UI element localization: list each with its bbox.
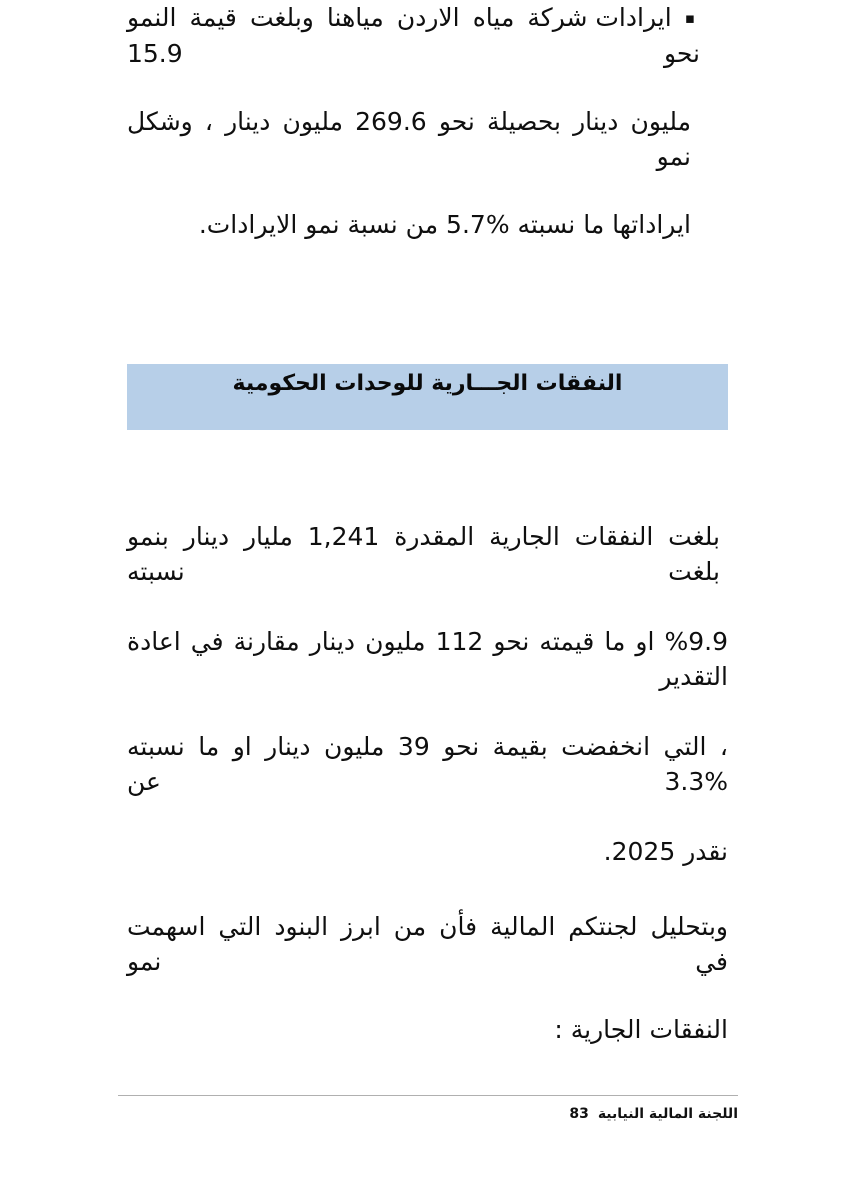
paragraph-line: %9.9 او ما قيمته نحو 112 مليون دينار مقارنة في اعادة التقدير <box>127 627 728 691</box>
bullet-line-text: مليون دينار بحصيلة نحو 269.6 مليون دينار ، وشكل نمو <box>127 107 691 171</box>
analysis-paragraph <box>127 909 728 1047</box>
bullet-line <box>127 0 728 71</box>
paragraph-line: النفقات الجارية : <box>554 1015 728 1044</box>
paragraph-line: نقدر 2025. <box>603 837 728 866</box>
footer-page-number: 83 <box>569 1106 589 1122</box>
document-body <box>127 0 728 1047</box>
bullet-paragraph <box>127 0 728 242</box>
page-footer <box>118 1095 738 1122</box>
bullet-square-icon: ▪ <box>684 9 700 27</box>
footer-committee-label: اللجنة المالية النيابية <box>597 1106 738 1122</box>
bullet-line-text: ايراداتها ما نسبته %5.7 من نسبة نمو الايرادات. <box>198 210 691 239</box>
section-heading: النفقات الجـــارية للوحدات الحكومية <box>232 371 623 396</box>
bullet-line-text: ايرادات شركة مياه الاردن مياهنا وبلغت قيمة النمو نحو 15.9 <box>127 3 700 68</box>
paragraph-line: وبتحليل لجنتكم المالية فأن من ابرز البنود التي اسهمت في نمو <box>127 912 728 976</box>
paragraph-line: ، التي انخفضت بقيمة نحو 39 مليون دينار او ما نسبته %3.3 عن <box>127 732 728 796</box>
paragraph-line: بلغت النفقات الجارية المقدرة 1,241 مليار دينار بنمو بلغت نسبته <box>127 522 721 586</box>
section-heading-bar <box>127 364 728 430</box>
expenses-paragraph <box>127 519 728 869</box>
